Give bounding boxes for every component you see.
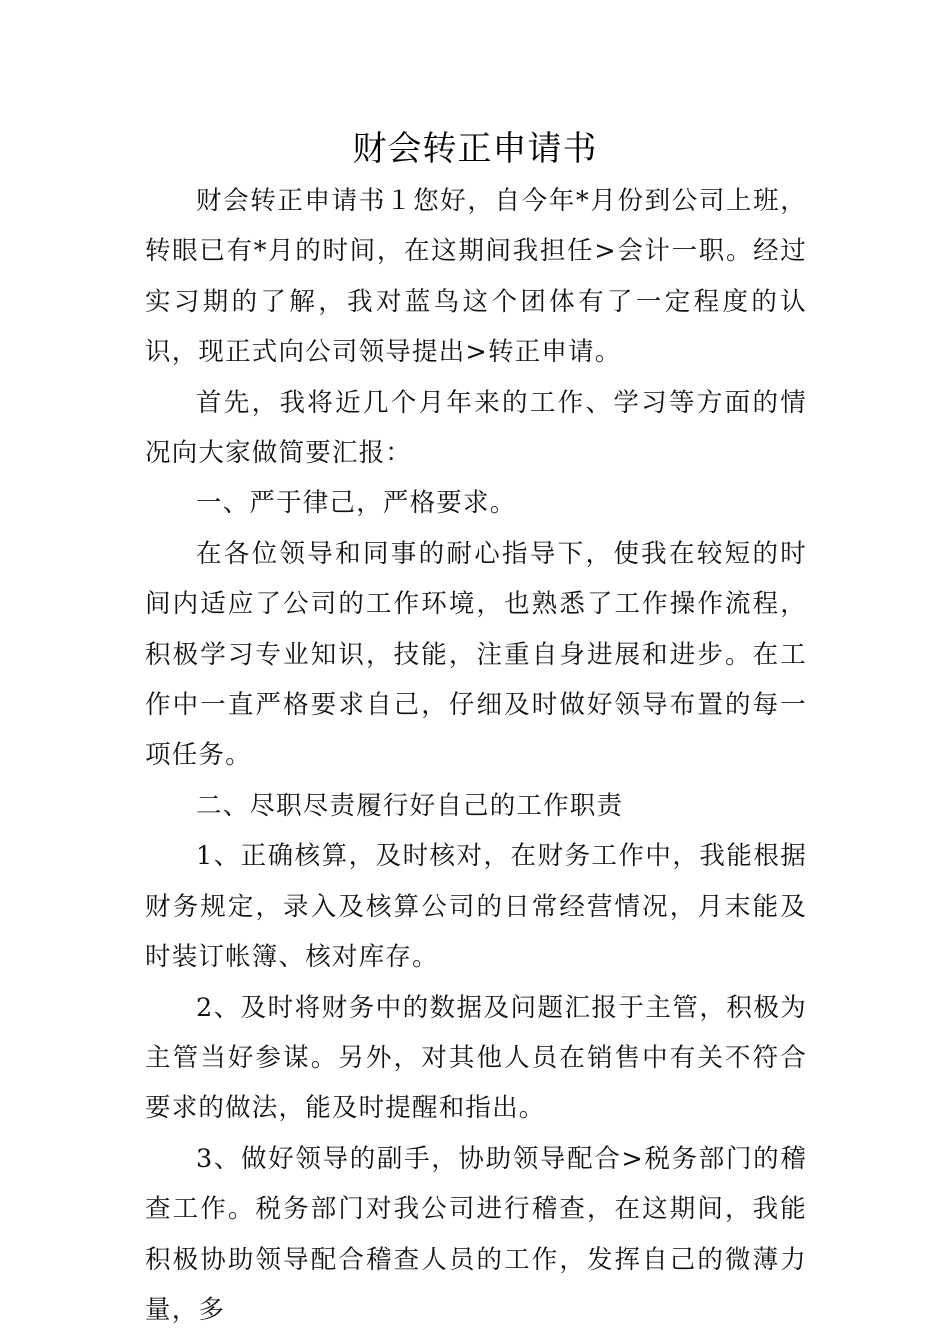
paragraph-item-3: 3、做好领导的副手，协助领导配合>税务部门的稽查工作。税务部门对我公司进行稽查，在这期间，我能积极协助领导配合稽查人员的工作，发挥自己的微薄力量，多	[145, 1143, 807, 1325]
section-heading-1: 一、严于律己，严格要求。	[196, 488, 517, 519]
paragraph-section-1: 在各位领导和同事的耐心指导下，使我在较短的时间内适应了公司的工作环境，也熟悉了工作操作流程，积极学习专业知识，技能，注重自身进展和进步。在工作中一直严格要求自己，仔细及时做好领导布置的每一项任务。	[145, 538, 807, 771]
paragraph-item-2: 2、及时将财务中的数据及问题汇报于主管，积极为主管当好参谋。另外，对其他人员在销售中有关不符合要求的做法，能及时提醒和指出。	[145, 992, 807, 1124]
section-heading-2: 二、尽职尽责履行好自己的工作职责	[196, 790, 624, 821]
paragraph-intro: 财会转正申请书１您好，自今年*月份到公司上班，转眼已有*月的时间，在这期间我担任>会计一职。经过实习期的了解，我对蓝鸟这个团体有了一定程度的认识，现正式向公司领导提出>转正申请。	[145, 186, 807, 368]
paragraph-item-1: 1、正确核算，及时核对，在财务工作中，我能根据财务规定，录入及核算公司的日常经营情况，月末能及时装订帐簿、核对库存。	[145, 841, 807, 973]
paragraph-report-intro: 首先，我将近几个月年来的工作、学习等方面的情况向大家做简要汇报：	[145, 387, 807, 469]
document-title: 财会转正申请书	[352, 129, 598, 169]
document-body	[145, 176, 807, 1335]
